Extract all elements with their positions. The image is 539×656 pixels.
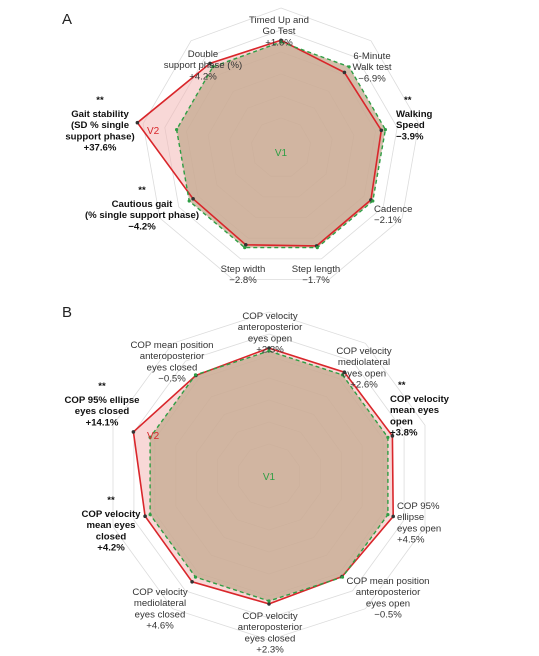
axis-label-line: COP velocity: [390, 394, 450, 405]
v2-point: [143, 514, 147, 518]
panel-a-letter: A: [62, 11, 73, 28]
axis-label-line: −6.9%: [358, 73, 386, 85]
significance-marker: **: [138, 185, 146, 196]
axis-label-line: −2.8%: [229, 275, 257, 287]
axis-label-line: 6-Minute: [353, 51, 391, 62]
axis-label-line: eyes open: [247, 333, 293, 345]
axis-label: [346, 576, 429, 621]
v1-point: [348, 65, 351, 68]
axis-label-line: COP 95% ellipse: [64, 395, 140, 406]
axis-label-line: closed: [95, 531, 127, 543]
axis-label-line: anteroposterior: [237, 622, 303, 634]
axis-label-line: COP 95%: [397, 501, 440, 512]
axis-label-line: +1.6%: [265, 37, 293, 49]
axis-label-line: Go Test: [262, 26, 296, 38]
significance-marker: **: [96, 95, 104, 106]
v2-point: [343, 71, 347, 75]
axis-label-line: mediolateral: [337, 357, 391, 369]
v1-point: [188, 199, 191, 202]
v2-point: [132, 430, 136, 434]
v1-point: [267, 599, 270, 602]
axis-label-line: (% single support phase): [84, 210, 200, 222]
axis-label-line: Speed: [396, 120, 425, 132]
axis-label-line: Cadence: [374, 204, 413, 215]
series-label-v2: V2: [147, 126, 160, 137]
axis-label-line: anteroposterior: [355, 587, 421, 599]
v2-point: [191, 197, 195, 201]
axis-label-line: COP mean position: [346, 576, 430, 587]
v1-point: [371, 199, 374, 202]
axis-label-line: eyes open: [365, 598, 411, 610]
axis-label: [65, 95, 134, 154]
axis-label-line: eyes closed: [244, 633, 296, 645]
v1-point: [149, 513, 152, 516]
axis-label-line: eyes open: [397, 523, 442, 535]
axis-label-line: COP velocity: [242, 311, 298, 322]
axis-label-line: Gait stability: [71, 109, 129, 120]
axis-label-line: anteroposterior: [237, 322, 303, 334]
radar-chart-a: [65, 8, 432, 286]
axis-label-line: eyes closed: [134, 609, 186, 621]
v1-point: [194, 576, 197, 579]
axis-label-line: +14.1%: [85, 417, 119, 429]
axis-label-line: anteroposterior: [139, 351, 205, 363]
axis-label-line: +3.8%: [390, 427, 418, 439]
v1-point: [194, 373, 197, 376]
axis-label: [352, 51, 391, 84]
axis-label: [396, 95, 433, 142]
axis-label: [81, 495, 141, 554]
axis-label-line: Double: [187, 49, 219, 60]
axis-label-line: −4.2%: [128, 221, 156, 233]
axis-label-line: +4.5%: [397, 534, 425, 546]
axis-label-line: COP velocity: [242, 611, 298, 622]
axis-label-line: +2.3%: [256, 644, 284, 656]
axis-label-line: Walking: [396, 109, 433, 120]
axis-label-line: −1.7%: [302, 275, 330, 287]
v2-point: [190, 580, 194, 584]
axis-label: [374, 204, 412, 226]
axis-label-line: mean eyes: [86, 520, 136, 532]
significance-marker: **: [398, 380, 406, 391]
axis-label-line: eyes closed: [74, 406, 130, 418]
panel-b-letter: B: [62, 304, 73, 321]
axis-label-line: −0.5%: [158, 373, 186, 385]
axis-label-line: COP velocity: [336, 346, 392, 357]
v1-point: [341, 576, 344, 579]
axis-label-line: +4.2%: [189, 71, 217, 83]
v1-point: [243, 246, 246, 249]
axis-label-line: Cautious gait: [111, 199, 173, 210]
axis-label-line: Walk test: [352, 62, 392, 74]
axis-label-line: +2.6%: [350, 379, 378, 391]
significance-marker: **: [404, 95, 412, 106]
series-label-v1: V1: [262, 472, 276, 483]
axis-label-line: +37.6%: [83, 142, 117, 154]
axis-label-line: open: [390, 416, 413, 428]
axis-label-line: COP velocity: [132, 587, 188, 598]
radar-chart-b: [64, 311, 449, 656]
significance-marker: **: [98, 381, 106, 392]
axis-label: [390, 380, 450, 439]
axis-label-line: ellipse: [397, 512, 425, 524]
axis-label-line: eyes open: [341, 368, 387, 380]
axis-label: [132, 587, 187, 632]
axis-label-line: support phase (%): [163, 60, 243, 72]
axis-label: [292, 264, 341, 286]
axis-label-line: mean eyes: [390, 405, 440, 417]
axis-label-line: −0.5%: [374, 609, 402, 621]
v2-point: [136, 121, 140, 125]
axis-label-line: +4.6%: [146, 620, 174, 632]
axis-label-line: +4.2%: [97, 542, 125, 554]
axis-label-line: (SD % single: [70, 120, 130, 132]
v1-point: [386, 513, 389, 516]
v2-point: [380, 129, 384, 133]
axis-label: [238, 311, 303, 356]
axis-label-line: Step length: [291, 264, 341, 275]
axis-label-line: support phase): [65, 131, 135, 143]
axis-label-line: COP velocity: [81, 509, 141, 520]
axis-label-line: Step width: [220, 264, 266, 275]
series-label-v2: V2: [147, 431, 160, 442]
axis-label: [238, 611, 303, 656]
axis-label: [85, 185, 199, 232]
v1-point: [316, 246, 319, 249]
axis-label: [249, 15, 309, 48]
axis-label-line: COP mean position: [130, 340, 214, 351]
series-label-v1: V1: [274, 148, 288, 159]
axis-label-line: −2.1%: [374, 215, 402, 227]
axis-label-line: −3.9%: [396, 131, 424, 143]
axis-label: [64, 381, 139, 428]
axis-label-line: Timed Up and: [249, 15, 309, 26]
v1-point: [175, 128, 178, 131]
axis-label: [397, 501, 441, 546]
significance-marker: **: [107, 495, 115, 506]
axis-label-line: mediolateral: [133, 598, 187, 610]
v1-point: [384, 128, 387, 131]
v2-point: [267, 602, 271, 606]
v2-point: [391, 515, 395, 519]
axis-label-line: +2.3%: [256, 344, 284, 356]
axis-label-line: eyes closed: [146, 362, 198, 374]
